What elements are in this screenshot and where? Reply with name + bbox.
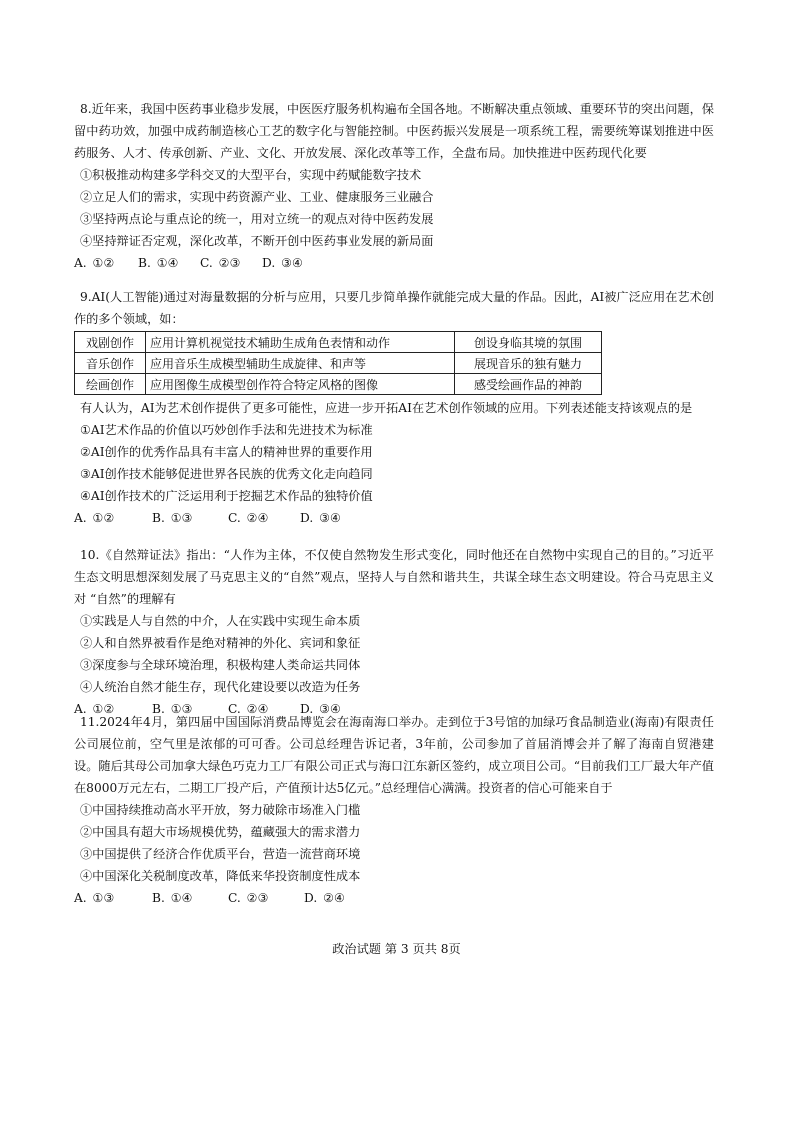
table-cell: 展现音乐的独有魅力 bbox=[455, 353, 602, 374]
answer-b[interactable]: B. ①③ bbox=[152, 511, 193, 525]
question-11-option-2: ②中国具有超大市场规模优势，蕴藏强大的需求潜力 bbox=[80, 825, 361, 839]
question-10-option-4: ④人统治自然才能生存，现代化建设要以改造为任务 bbox=[80, 680, 361, 694]
question-9-option-3: ③AI创作技术能够促进世界各民族的优秀文化走向趋同 bbox=[80, 467, 373, 481]
question-11-stem: 11.2024年4月，第四届中国国际消费品博览会在海南海口举办。走到位于3号馆的加绿巧食品制造业(海南)有限责任公司展位前，空气里是浓郁的可可香。公司总经理告诉记者，3年前，公司参加了首届消博会并了解了海南自贸港建设。随后其母公司加拿大绿色巧克力工厂有限公司正式与海口江东新区签约，成立项目公司。“目前我们工厂最大年产值在8000万元左右，二期工厂投产后，产值预计达5亿元。”总经理信心满满。投资者的信心可能来自于 bbox=[74, 715, 714, 795]
answer-a[interactable]: A. ①② bbox=[74, 256, 115, 270]
question-10-option-3: ③深度参与全球环境治理，积极构建人类命运共同体 bbox=[80, 658, 361, 672]
question-9-answers bbox=[74, 507, 714, 529]
question-9-stem: 9.AI(人工智能)通过对海量数据的分析与应用，只要几步简单操作就能完成大量的作品。因此，AI被广泛应用在艺术创作的多个领域，如： bbox=[74, 290, 714, 326]
table-row bbox=[75, 374, 602, 395]
question-9-option-1: ①AI艺术作品的价值以巧妙创作手法和先进技术为标准 bbox=[80, 423, 373, 437]
answer-a[interactable]: A. ①③ bbox=[74, 891, 115, 905]
answer-b[interactable]: B. ①④ bbox=[138, 256, 179, 270]
question-8-option-1: ①积极推动构建多学科交叉的大型平台，实现中药赋能数字技术 bbox=[80, 168, 422, 182]
question-8-option-4: ④坚持辩证否定观，深化改革，不断开创中医药事业发展的新局面 bbox=[80, 234, 434, 248]
question-8-answers bbox=[74, 252, 714, 274]
answer-d[interactable]: D. ③④ bbox=[300, 702, 341, 716]
answer-c[interactable]: C. ②③ bbox=[228, 891, 269, 905]
question-9-option-4: ④AI创作技术的广泛运用利于挖掘艺术作品的独特价值 bbox=[80, 489, 373, 503]
question-8-option-3: ③坚持两点论与重点论的统一，用对立统一的观点对待中医药发展 bbox=[80, 212, 434, 226]
table-cell: 感受绘画作品的神韵 bbox=[455, 374, 602, 395]
question-11-answers bbox=[74, 887, 714, 909]
table-cell: 戏剧创作 bbox=[75, 332, 146, 353]
table-row bbox=[75, 353, 602, 374]
question-11-option-4: ④中国深化关税制度改革，降低来华投资制度性成本 bbox=[80, 869, 361, 883]
question-9-option-2: ②AI创作的优秀作品具有丰富人的精神世界的重要作用 bbox=[80, 445, 373, 459]
table-row bbox=[75, 332, 602, 353]
answer-d[interactable]: D. ②④ bbox=[304, 891, 345, 905]
table-cell: 创设身临其境的氛围 bbox=[455, 332, 602, 353]
table-cell: 绘画创作 bbox=[75, 374, 146, 395]
answer-a[interactable]: A. ①② bbox=[74, 511, 115, 525]
answer-d[interactable]: D. ③④ bbox=[262, 256, 303, 270]
question-8-option-2: ②立足人们的需求，实现中药资源产业、工业、健康服务三业融合 bbox=[80, 190, 434, 204]
question-10-option-1: ①实践是人与自然的中介，人在实践中实现生命本质 bbox=[80, 614, 361, 628]
table-cell: 应用图像生成模型创作符合特定风格的图像 bbox=[146, 374, 455, 395]
question-11-option-1: ①中国持续推动高水平开放，努力破除市场准入门槛 bbox=[80, 803, 361, 817]
question-11 bbox=[74, 711, 714, 909]
question-11-option-3: ③中国提供了经济合作优质平台，营造一流营商环境 bbox=[80, 847, 361, 861]
table-cell: 音乐创作 bbox=[75, 353, 146, 374]
page-footer: 政治试题 第 3 页共 8页 bbox=[332, 942, 461, 956]
table-cell: 应用计算机视觉技术辅助生成角色表情和动作 bbox=[146, 332, 455, 353]
answer-c[interactable]: C. ②③ bbox=[200, 256, 241, 270]
question-10 bbox=[74, 544, 714, 720]
table-cell: 应用音乐生成模型辅助生成旋律、和声等 bbox=[146, 353, 455, 374]
answer-b[interactable]: B. ①④ bbox=[152, 891, 193, 905]
question-8-stem: 8.近年来，我国中医药事业稳步发展，中医医疗服务机构遍布全国各地。不断解决重点领域、重要环节的突出问题，保留中药功效，加强中成药制造核心工艺的数字化与智能控制。中医药振兴发展是一项系统工程，需要统筹谋划推进中医药服务、人才、传承创新、产业、文化、开放发展、深化改革等工作，全盘布局。加快推进中医药现代化要 bbox=[74, 102, 714, 160]
question-9-stem2: 有人认为，AI为艺术创作提供了更多可能性，应进一步开拓AI在艺术创作领域的应用。下列表述能支持该观点的是 bbox=[80, 401, 693, 415]
question-9-continued bbox=[74, 397, 714, 529]
answer-a[interactable]: A. ①② bbox=[74, 702, 115, 716]
question-8 bbox=[74, 98, 714, 274]
question-9 bbox=[74, 286, 714, 330]
question-10-option-2: ②人和自然界被看作是绝对精神的外化、宾词和象征 bbox=[80, 636, 361, 650]
ai-art-table bbox=[74, 331, 602, 395]
question-10-stem: 10.《自然辩证法》指出：“人作为主体，不仅使自然物发生形式变化，同时他还在自然物中实现自己的目的。”习近平生态文明思想深刻发展了马克思主义的“自然”观点，坚持人与自然和谐共生，共谋全球生态文明建设。符合马克思主义对 “自然”的理解有 bbox=[74, 548, 714, 606]
answer-c[interactable]: C. ②④ bbox=[228, 511, 269, 525]
answer-c[interactable]: C. ②④ bbox=[228, 702, 269, 716]
answer-b[interactable]: B. ①③ bbox=[152, 702, 193, 716]
answer-d[interactable]: D. ③④ bbox=[300, 511, 341, 525]
